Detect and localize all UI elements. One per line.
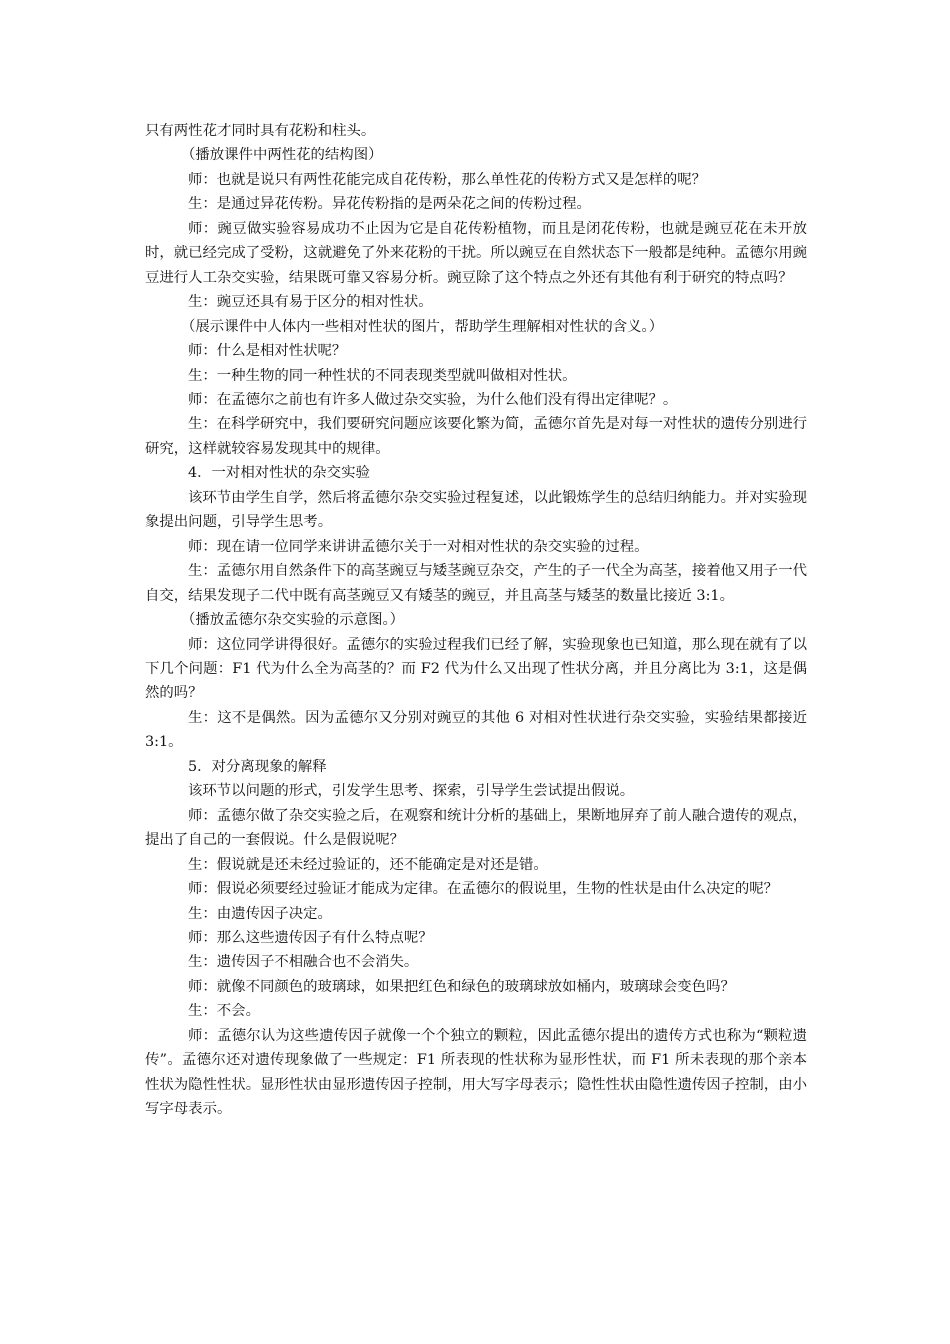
paragraph: 师：在孟德尔之前也有许多人做过杂交实验，为什么他们没有得出定律呢？。	[188, 391, 678, 408]
paragraph: （展示课件中人体内一些相对性状的图片，帮助学生理解相对性状的含义。）	[181, 318, 664, 335]
paragraph: 只有两性花才同时具有花粉和柱头。	[145, 123, 376, 139]
section-heading: 5．对分离现象的解释	[188, 758, 327, 775]
paragraph: 师：也就是说只有两性花能完成自花传粉，那么单性花的传粉方式又是怎样的呢？	[188, 171, 707, 188]
paragraph: 生：是通过异花传粉。异花传粉指的是两朵花之间的传粉过程。	[188, 196, 591, 213]
paragraph: 师：假说必须要经过验证才能成为定律。在孟德尔的假说里，生物的性状是由什么决定的呢？	[188, 881, 779, 898]
paragraph: 师：那么这些遗传因子有什么特点呢？	[188, 929, 433, 946]
paragraph: 生：由遗传因子决定。	[188, 905, 332, 922]
paragraph: 生：假说就是还未经过验证的，还不能确定是对还是错。	[188, 856, 548, 873]
paragraph: 生：一种生物的同一种性状的不同表现类型就叫做相对性状。	[188, 367, 577, 384]
paragraph: 生：不会。	[188, 1003, 260, 1020]
document-page	[145, 119, 807, 1122]
paragraph: 该环节由学生自学，然后将孟德尔杂交实验过程复述，以此锻炼学生的总结归纳能力。并对实验现象提出问题，引导学生思考。	[145, 489, 807, 531]
paragraph: 生：遗传因子不相融合也不会消失。	[188, 954, 419, 971]
paragraph: 生：这不是偶然。因为孟德尔又分别对豌豆的其他 6 对相对性状进行杂交实验，实验结果都接近 3:1。	[145, 709, 807, 751]
paragraph: 师：现在请一位同学来讲讲孟德尔关于一对相对性状的杂交实验的过程。	[188, 538, 649, 555]
paragraph: 生：孟德尔用自然条件下的高茎豌豆与矮茎豌豆杂交，产生的子一代全为高茎，接着他又用子一代自交，结果发现子二代中既有高茎豌豆又有矮茎的豌豆，并且高茎与矮茎的数量比接近 3:1。	[145, 563, 807, 604]
paragraph: 生：在科学研究中，我们要研究问题应该要化繁为简，孟德尔首先是对每一对性状的遗传分别进行研究，这样就较容易发现其中的规律。	[145, 416, 807, 457]
paragraph: 该环节以问题的形式，引发学生思考、探索，引导学生尝试提出假说。	[188, 783, 635, 800]
paragraph: 师：这位同学讲得很好。孟德尔的实验过程我们已经了解，实验现象也已知道，那么现在就有了以下几个问题：F1 代为什么全为高茎的？而 F2 代为什么又出现了性状分离，并且分离比为 3:1，这是偶然的吗？	[145, 636, 807, 702]
paragraph: 师：孟德尔认为这些遗传因子就像一个个独立的颗粒，因此孟德尔提出的遗传方式也称为“颗粒遗传”。孟德尔还对遗传现象做了一些规定：F1 所表现的性状称为显形性状，而 F1 所未表现的那个亲本性状为隐性性状。显形性状由显形遗传因子控制，用大写字母表示；隐性性状由隐性遗传因子控制，由小写字母表示。	[145, 1027, 807, 1118]
paragraph: 师：孟德尔做了杂交实验之后，在观察和统计分析的基础上，果断地屏弃了前人融合遗传的观点，提出了自己的一套假说。什么是假说呢？	[145, 807, 807, 849]
paragraph: 师：就像不同颜色的玻璃球，如果把红色和绿色的玻璃球放如桶内，玻璃球会变色吗？	[188, 978, 735, 995]
section-heading: 4．一对相对性状的杂交实验	[188, 465, 370, 482]
paragraph: 师：什么是相对性状呢？	[188, 343, 347, 360]
paragraph: 生：豌豆还具有易于区分的相对性状。	[188, 294, 433, 311]
paragraph: （播放孟德尔杂交实验的示意图。）	[181, 612, 405, 629]
paragraph: （播放课件中两性花的结构图）	[181, 147, 383, 164]
paragraph: 师：豌豆做实验容易成功不止因为它是自花传粉植物，而且是闭花传粉，也就是豌豆花在未开放时，就已经完成了受粉，这就避免了外来花粉的干扰。所以豌豆在自然状态下一般都是纯种。孟德尔用豌豆进行人工杂交实验，结果既可靠又容易分析。豌豆除了这个特点之外还有其他有利于研究的特点吗？	[145, 220, 807, 286]
